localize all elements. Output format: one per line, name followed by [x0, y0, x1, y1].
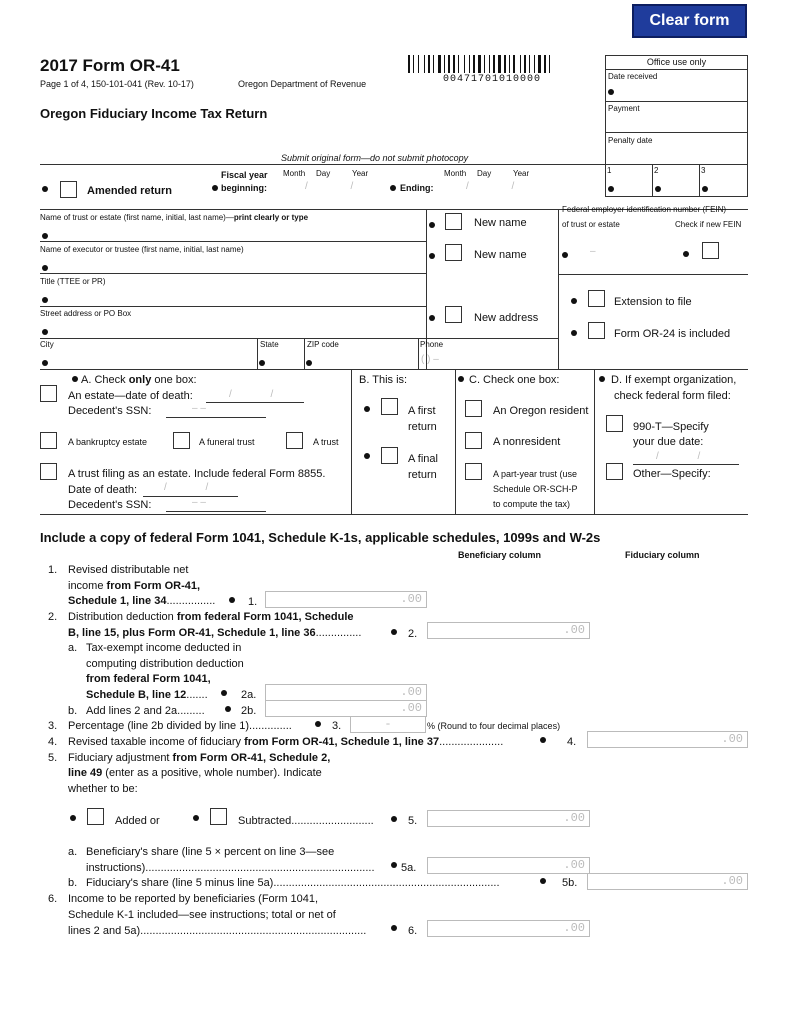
trust-death-date-input[interactable]: / / [164, 482, 227, 493]
trust-checkbox[interactable] [286, 432, 303, 449]
office-box-2: 2 [654, 166, 659, 175]
line-1-text-c: Schedule 1, line 34................ [68, 595, 216, 607]
section-d-title-2: check federal form filed: [614, 390, 731, 402]
payment-label: Payment [608, 104, 640, 113]
line-4-number: 4. [48, 736, 58, 748]
line-2-text-a: Distribution deduction from federal Form 1041, Schedule [68, 611, 354, 623]
line-6-tag: 6. [408, 925, 418, 937]
penalty-date-label: Penalty date [608, 136, 653, 145]
line-6-text-2: Schedule K-1 included—see instructions; total or net of [68, 909, 336, 921]
due-date-input[interactable]: / / [656, 451, 719, 462]
street-input[interactable] [52, 322, 422, 336]
other-form-checkbox[interactable] [606, 463, 623, 480]
line-2a-text-2: computing distribution deduction [86, 658, 244, 670]
line-2-number: 2. [48, 611, 58, 623]
line-4-text: Revised taxable income of fiduciary from Form OR-41, Schedule 1, line 37..................... [68, 736, 504, 748]
trust-name-label: Name of trust or estate (first name, initial, last name)—print clearly or type [40, 213, 309, 222]
line-2a-text-4: Schedule B, line 12....... [86, 689, 208, 701]
fiduciary-column-header: Fiduciary column [625, 550, 700, 560]
begin-day-label: Day [316, 169, 331, 178]
begin-year-label: Year [352, 169, 369, 178]
line-6-text-1: Income to be reported by beneficiaries (Form 1041, [68, 893, 319, 905]
line-5a-text-1: Beneficiary's share (line 5 × percent on line 3—see [86, 846, 335, 858]
new-address-checkbox[interactable] [445, 306, 462, 323]
line-5a-input[interactable]: .00 [427, 857, 590, 874]
line-5b-input[interactable]: .00 [587, 873, 748, 890]
begin-month-label: Month [283, 169, 306, 178]
include-heading: Include a copy of federal Form 1041, Schedule K-1s, applicable schedules, 1099s and W-2s [40, 530, 601, 545]
title-label: Title (TTEE or PR) [40, 277, 106, 286]
line-2a-letter: a. [68, 642, 78, 654]
decedent-ssn-input[interactable]: – – [192, 403, 206, 414]
line-5-number: 5. [48, 752, 58, 764]
line-3-suffix: % (Round to four decimal places) [427, 721, 561, 731]
death-date-label: Date of death: [68, 484, 138, 496]
line-5-text-b: line 49 (enter as a positive, whole number). Indicate [68, 767, 322, 779]
trust-as-estate-checkbox[interactable] [40, 463, 57, 480]
line-6-number: 6. [48, 893, 58, 905]
end-year-label: Year [513, 169, 530, 178]
state-label: State [260, 340, 279, 349]
line-3-number: 3. [48, 720, 58, 732]
line-2b-input[interactable]: .00 [265, 700, 427, 717]
line-2b-letter: b. [68, 705, 78, 717]
phone-label: Phone [420, 340, 444, 349]
new-name-trust-label: New name [474, 217, 527, 229]
department-name: Oregon Department of Revenue [238, 79, 367, 89]
line-5a-letter: a. [68, 846, 78, 858]
date-received-label: Date received [608, 72, 658, 81]
added-label: Added or [115, 815, 160, 827]
line-6-text-3: lines 2 and 5a).......................................................................... [68, 925, 367, 937]
estate-death-date-input[interactable]: / / [229, 389, 292, 400]
begin-date-input[interactable]: / / [305, 181, 374, 192]
office-box-1: 1 [607, 166, 612, 175]
new-fein-label: Check if new FEIN [675, 220, 742, 229]
new-fein-checkbox[interactable] [702, 242, 719, 259]
fiscal-year-label: Fiscal year [221, 170, 268, 180]
part-year-label-2: Schedule OR-SCH-P [493, 484, 578, 494]
line-2-text-b: B, line 15, plus Form OR-41, Schedule 1, line 36............... [68, 627, 362, 639]
bankruptcy-checkbox[interactable] [40, 432, 57, 449]
form-990t-checkbox[interactable] [606, 415, 623, 432]
form-subtitle: Oregon Fiduciary Income Tax Return [40, 106, 268, 121]
line-5-input[interactable]: .00 [427, 810, 590, 827]
barcode-number: 00471701010000 [443, 74, 542, 85]
office-use-title: Office use only [646, 57, 707, 67]
amended-return-checkbox[interactable] [60, 181, 77, 198]
city-label: City [40, 340, 54, 349]
line-1-number: 1. [48, 564, 58, 576]
subtracted-label: Subtracted........................... [238, 815, 374, 827]
first-return-label-2: return [408, 421, 437, 433]
fein-input[interactable]: – [590, 246, 596, 257]
decedent-ssn2-label: Decedent's SSN: [68, 499, 152, 511]
phone-input[interactable]: ( ) – [421, 354, 439, 365]
form-990t-label-2: your due date: [633, 436, 704, 448]
first-return-label: A first [408, 405, 436, 417]
funeral-trust-checkbox[interactable] [173, 432, 190, 449]
executor-name-input[interactable] [52, 258, 422, 272]
new-name-executor-checkbox[interactable] [445, 244, 462, 261]
section-d-title: D. If exempt organization, [611, 374, 737, 386]
title-input[interactable] [52, 290, 422, 304]
line-1-text-a: Revised distributable net [68, 564, 189, 576]
decedent-ssn-label: Decedent's SSN: [68, 405, 152, 417]
line-1-text-b: income from Form OR-41, [68, 580, 201, 592]
form-990t-label: 990-T—Specify [633, 421, 709, 433]
extension-checkbox[interactable] [588, 290, 605, 307]
submit-note: Submit original form—do not submit photocopy [281, 153, 469, 163]
extension-label: Extension to file [614, 296, 692, 308]
line-5-tag: 5. [408, 815, 418, 827]
line-6-input[interactable]: .00 [427, 920, 590, 937]
new-name-trust-checkbox[interactable] [445, 213, 462, 230]
end-day-label: Day [477, 169, 492, 178]
subtracted-checkbox[interactable] [210, 808, 227, 825]
section-b-title: B. This is: [359, 374, 408, 386]
line-2b-text: Add lines 2 and 2a......... [86, 705, 205, 717]
nonresident-label: A nonresident [493, 436, 561, 448]
trust-as-estate-label: A trust filing as an estate. Include federal Form 8855. [68, 468, 326, 480]
line-5a-text-2: instructions)........................................................................... [86, 862, 375, 874]
or24-label: Form OR-24 is included [614, 328, 731, 340]
fein-label-2: of trust or estate [562, 220, 620, 229]
first-return-checkbox[interactable] [381, 398, 398, 415]
beginning-label: beginning: [221, 183, 267, 193]
clear-form-button[interactable]: Clear form [632, 4, 747, 38]
part-year-label-3: to compute the tax) [493, 499, 571, 509]
part-year-checkbox[interactable] [465, 463, 482, 480]
added-checkbox[interactable] [87, 808, 104, 825]
line-2a-text-1: Tax-exempt income deducted in [86, 642, 242, 654]
trust-name-input[interactable] [52, 226, 422, 240]
section-c-title: C. Check one box: [469, 374, 560, 386]
amended-return-label: Amended return [87, 185, 172, 197]
beneficiary-column-header: Beneficiary column [458, 550, 542, 560]
line-1-input[interactable]: .00 [265, 591, 427, 608]
line-1-tag: 1. [248, 596, 258, 608]
oregon-resident-checkbox[interactable] [465, 400, 482, 417]
line-3-text: Percentage (line 2b divided by line 1).............. [68, 720, 292, 732]
line-5b-text: Fiduciary's share (line 5 minus line 5a).......................................................................... [86, 877, 500, 889]
line-2a-tag: 2a. [241, 689, 257, 701]
bankruptcy-label: A bankruptcy estate [68, 437, 148, 447]
line-2b-tag: 2b. [241, 705, 257, 717]
line-5-text-c: whether to be: [68, 783, 138, 795]
line-4-tag: 4. [567, 736, 577, 748]
trust-label: A trust [313, 437, 339, 447]
line-4-input[interactable]: .00 [587, 731, 748, 748]
end-date-input[interactable]: / / [466, 181, 535, 192]
line-2-input[interactable]: .00 [427, 622, 590, 639]
other-form-label: Other—Specify: [633, 468, 711, 480]
office-box-3: 3 [701, 166, 706, 175]
fein-label: Federal employer identification number (FEIN) [562, 205, 727, 214]
final-return-label: A final [408, 453, 438, 465]
form-title: 2017 Form OR-41 [40, 56, 180, 75]
final-return-checkbox[interactable] [381, 447, 398, 464]
section-a-title: A. Check only one box: [81, 374, 197, 386]
decedent-ssn2-input[interactable]: – – [192, 497, 206, 508]
line-5b-letter: b. [68, 877, 78, 889]
oregon-resident-label: An Oregon resident [493, 405, 589, 417]
end-month-label: Month [444, 169, 467, 178]
street-label: Street address or PO Box [40, 309, 132, 318]
line-2a-input[interactable]: .00 [265, 684, 427, 701]
line-2-tag: 2. [408, 628, 418, 640]
zip-label: ZIP code [307, 340, 339, 349]
line-3-percent-input[interactable]: - [350, 716, 426, 733]
estate-checkbox[interactable] [40, 385, 57, 402]
line-5-text-a: Fiduciary adjustment from Form OR-41, Schedule 2, [68, 752, 331, 764]
nonresident-checkbox[interactable] [465, 432, 482, 449]
line-5a-tag: 5a. [401, 862, 417, 874]
line-5b-tag: 5b. [562, 877, 578, 889]
line-2a-text-3: from federal Form 1041, [86, 673, 211, 685]
page-info: Page 1 of 4, 150-101-041 (Rev. 10-17) [40, 79, 194, 89]
new-address-label: New address [474, 312, 539, 324]
final-return-label-2: return [408, 469, 437, 481]
estate-label: An estate—date of death: [68, 390, 193, 402]
funeral-trust-label: A funeral trust [199, 437, 255, 447]
ending-label: Ending: [400, 183, 434, 193]
or24-checkbox[interactable] [588, 322, 605, 339]
line-3-tag: 3. [332, 720, 342, 732]
part-year-label: A part-year trust (use [493, 469, 578, 479]
new-name-executor-label: New name [474, 249, 527, 261]
executor-name-label: Name of executor or trustee (first name, initial, last name) [40, 245, 244, 254]
